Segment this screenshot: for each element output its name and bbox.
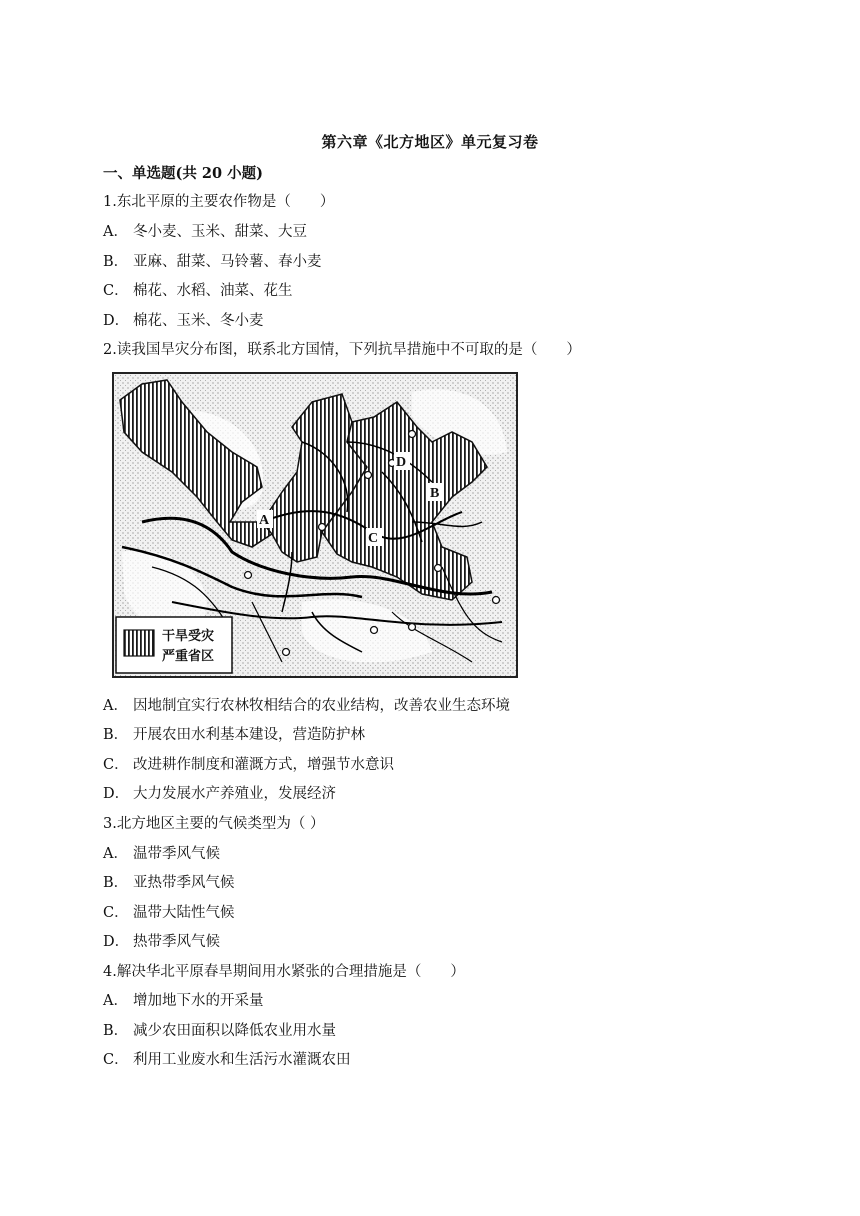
question-3-option-a xyxy=(103,842,220,863)
question-2-stem: 2.读我国旱灾分布图，联系北方国情，下列抗旱措施中不可取的是（ ） xyxy=(103,342,581,358)
option-text: 冬小麦、玉米、甜菜、大豆 xyxy=(133,224,307,240)
question-1-stem: 1.东北平原的主要农作物是（ ） xyxy=(103,194,335,210)
question-2-option-b xyxy=(103,723,365,744)
map-label-b: B xyxy=(430,486,440,501)
section-heading: 一、单选题(共 20 小题) xyxy=(103,165,263,182)
question-1-option-b xyxy=(103,250,322,271)
map-label-d: D xyxy=(396,455,407,470)
option-letter: A． xyxy=(103,698,128,714)
option-letter: D． xyxy=(103,934,130,950)
question-4-option-c xyxy=(103,1048,351,1069)
option-text: 大力发展水产养殖业，发展经济 xyxy=(133,786,336,802)
page-title: 第六章《北方地区》单元复习卷 xyxy=(321,133,539,151)
option-letter: A． xyxy=(103,993,128,1009)
question-2-option-a xyxy=(103,694,510,715)
option-text: 热带季风气候 xyxy=(133,934,220,950)
option-text: 亚麻、甜菜、马铃薯、春小麦 xyxy=(133,254,322,270)
question-3-option-b xyxy=(103,871,235,892)
question-1-option-d xyxy=(103,309,264,330)
option-letter: B． xyxy=(103,254,129,270)
option-text: 利用工业废水和生活污水灌溉农田 xyxy=(133,1052,351,1068)
option-letter: A． xyxy=(103,846,128,862)
question-3-stem: 3.北方地区主要的气候类型为（ ） xyxy=(103,816,325,832)
option-letter: C． xyxy=(103,757,129,773)
option-text: 因地制宜实行农林牧相结合的农业结构，改善农业生态环境 xyxy=(133,698,510,714)
question-2-option-c xyxy=(103,753,394,774)
option-letter: B． xyxy=(103,1023,129,1039)
option-text: 开展农田水利基本建设，营造防护林 xyxy=(133,727,365,743)
map-label-a: A xyxy=(259,513,270,528)
question-3-option-c xyxy=(103,901,235,922)
option-text: 减少农田面积以降低农业用水量 xyxy=(133,1023,336,1039)
map-label-c: C xyxy=(368,531,379,546)
question-3-option-d xyxy=(103,930,220,951)
legend-line-2: 严重省区 xyxy=(162,649,215,664)
option-text: 温带季风气候 xyxy=(133,846,220,862)
legend-line-1: 干旱受灾 xyxy=(162,629,215,644)
option-text: 棉花、水稻、油菜、花生 xyxy=(133,283,293,299)
option-text: 棉花、玉米、冬小麦 xyxy=(133,313,264,329)
question-4-stem: 4.解决华北平原春旱期间用水紧张的合理措施是（ ） xyxy=(103,964,465,980)
option-letter: A． xyxy=(103,224,128,240)
question-1-option-c xyxy=(103,279,293,300)
option-text: 温带大陆性气候 xyxy=(133,905,235,921)
option-letter: D． xyxy=(103,786,130,802)
question-1-option-a xyxy=(103,220,307,241)
option-letter: C． xyxy=(103,905,129,921)
option-letter: B． xyxy=(103,875,129,891)
map-legend xyxy=(116,617,232,673)
option-text: 增加地下水的开采量 xyxy=(133,993,264,1009)
option-letter: C． xyxy=(103,1052,129,1068)
question-2-option-d xyxy=(103,782,336,803)
option-text: 亚热带季风气候 xyxy=(133,875,235,891)
option-letter: B． xyxy=(103,727,129,743)
option-text: 改进耕作制度和灌溉方式，增强节水意识 xyxy=(133,757,394,773)
question-4-option-b xyxy=(103,1019,336,1040)
drought-distribution-map xyxy=(112,372,518,678)
question-4-option-a xyxy=(103,989,264,1010)
option-letter: C． xyxy=(103,283,129,299)
option-letter: D． xyxy=(103,313,130,329)
